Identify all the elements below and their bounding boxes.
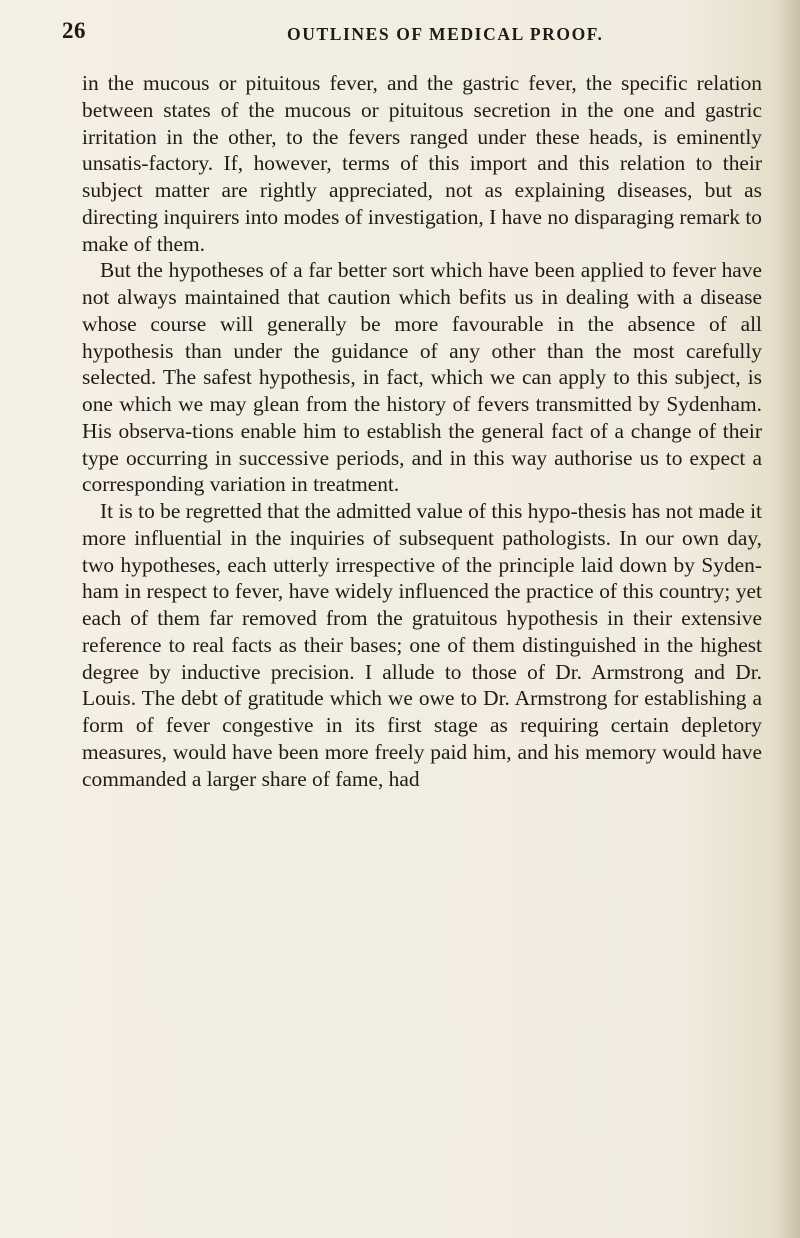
body-text: [82, 70, 762, 792]
page-number: 26: [62, 18, 86, 43]
running-head: OUTLINES OF MEDICAL PROOF.: [287, 24, 604, 44]
page-edge-shadow: [778, 0, 800, 1238]
paragraph-hypotheses: But the hypotheses of a far better sort which have been applied to fever have not always maintained that caution which befits us in dealing with a disease whose course will generally be more favourable in the absence of all hypothesis than under the guidance of any other than the most carefully selected. The safest hypothesis, in fact, which we can apply to this subject, is one which we may glean from the history of fevers transmitted by Sydenham. His observa-tions enable him to establish the general fact of a change of their type occurring in successive periods, and in this way authorise us to expect a corresponding variation in treatment.: [82, 258, 762, 497]
page-header: [62, 18, 762, 48]
paragraph-continued: in the mucous or pituitous fever, and the gastric fever, the specific relation between states of the mucous or pituitous secretion in the one and gastric irritation in the other, to the fevers ranged under these heads, is eminently unsatis-factory. If, however, terms of this import and this relation to their subject matter are rightly appreciated, not as explaining diseases, but as directing inquirers into modes of investigation, I have no disparaging remark to make of them.: [82, 71, 762, 256]
paragraph-armstrong-louis: It is to be regretted that the admitted value of this hypo-thesis has not made it more influential in the inquiries of subsequent pathologists. In our own day, two hypotheses, each utterly irrespective of the principle laid down by Syden-ham in respect to fever, have widely influenced the practice of this country; yet each of them far removed from the gratuitous hypothesis in their extensive reference to real facts as their bases; one of them distinguished in the highest degree by inductive precision. I allude to those of Dr. Armstrong and Dr. Louis. The debt of gratitude which we owe to Dr. Armstrong for establishing a form of fever congestive in its first stage as requiring certain depletory measures, would have been more freely paid him, and his memory would have commanded a larger share of fame, had: [82, 499, 762, 791]
